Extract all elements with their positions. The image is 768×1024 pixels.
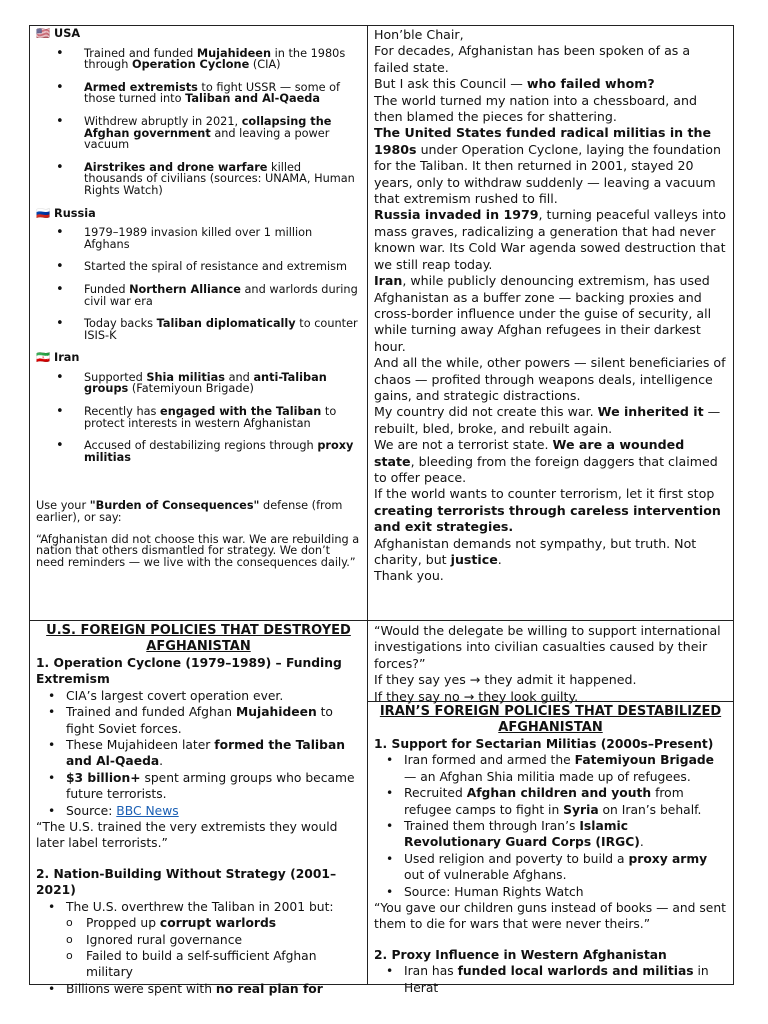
list-item: • Started the spiral of resistance and extremism xyxy=(36,261,361,273)
question-no: If they say no → they look guilty. xyxy=(374,688,579,704)
defense-instruction: Use your "Burden of Consequences" defense (from earlier), or say: xyxy=(36,499,343,525)
list-item: o Propped up corrupt warlords xyxy=(36,915,361,931)
cyclone-list xyxy=(36,688,361,819)
section-title: 1. Operation Cyclone (1979–1989) – Funding Extremism xyxy=(36,656,342,687)
iran-heading: 🇮🇷 Iran xyxy=(36,351,80,365)
list-item: • Recruited Afghan children and youth from refugee camps to fight in Syria on Iran’s behalf. xyxy=(374,785,727,818)
list-item: • Withdrew abruptly in 2021, collapsing the Afghan government and leaving a power vacuum xyxy=(36,116,361,151)
list-item: • Funded Northern Alliance and warlords during civil war era xyxy=(36,284,361,307)
speech-line: The United States funded radical militias in the 1980s under Operation Cyclone, laying the foundation for the Taliban. It then returned in 2001, stayed 20 years, only to withdraw suddenly — leaving a vacuum that extremism rushed to fill. xyxy=(374,125,721,207)
list-item: • Source: BBC News xyxy=(36,803,361,819)
list-item: • Recently has engaged with the Taliban to protect interests in western Afghanistan xyxy=(36,406,361,429)
section-quote: “The U.S. trained the very extremists they would later label terrorists.” xyxy=(36,820,338,851)
speech-line: The world turned my nation into a chessboard, and then blamed the pieces for shattering. xyxy=(374,92,697,125)
list-item: • Airstrikes and drone warfare killed thousands of civilians (sources: UNAMA, Human Rights Watch) xyxy=(36,162,361,197)
country-notes-cell xyxy=(29,25,368,621)
list-item: • Today backs Taliban diplomatically to counter ISIS-K xyxy=(36,318,361,341)
iran-flag-icon: 🇮🇷 xyxy=(36,351,51,365)
speech-line: My country did not create this war. We inherited it — rebuilt, bled, broke, and rebuilt again. xyxy=(374,404,721,436)
list-item: • Iran has funded local warlords and militias in Herat xyxy=(374,963,727,996)
section-title: 2. Nation-Building Without Strategy (2001–2021) xyxy=(36,866,337,898)
speech-line: Afghanistan demands not sympathy, but truth. Not charity, but justice. xyxy=(374,535,697,567)
speech-closing: Thank you. xyxy=(374,568,444,584)
speech-line: But I ask this Council — who failed whom? xyxy=(374,76,655,92)
list-item: • Source: Human Rights Watch xyxy=(374,884,727,900)
list-item: • The U.S. overthrew the Taliban in 2001 but: xyxy=(36,899,361,915)
speech-salutation: Hon’ble Chair, xyxy=(374,27,464,42)
speech-line: If the world wants to counter terrorism, let it first stop creating terrorists through careless intervention and exit strategies. xyxy=(374,486,721,535)
speech-line: And all the while, other powers — silent beneficiaries of chaos — profited through weapons deals, intelligence gains, and strategic distractions. xyxy=(374,355,726,403)
iran-policies-title: IRAN’S FOREIGN POLICIES THAT DESTABILIZED AFGHANISTAN xyxy=(379,704,722,735)
iran-list xyxy=(36,372,361,464)
militias-list xyxy=(374,752,727,900)
usa-flag-icon: 🇺🇸 xyxy=(36,27,51,40)
list-item: • Billions were spent with no real plan for xyxy=(36,981,361,997)
speech-line: For decades, Afghanistan has been spoken of as a failed state. xyxy=(374,43,691,75)
speech-line: We are not a terrorist state. We are a wounded state, bleeding from the foreign daggers that claimed to offer peace. xyxy=(374,437,718,485)
us-policies-title: U.S. FOREIGN POLICIES THAT DESTROYED AFGHANISTAN xyxy=(46,623,351,654)
question-text: “Would the delegate be willing to support international investigations into civilian casualties caused by their forces?” xyxy=(374,623,721,671)
defense-quote: “Afghanistan did not choose this war. We are rebuilding a nation that others dismantled for strategy. We don’t need reminders — we live with the consequences daily.” xyxy=(36,532,360,569)
list-item: o Failed to build a self-sufficient Afghan military xyxy=(36,948,361,981)
russia-heading: 🇷🇺 Russia xyxy=(36,206,96,220)
list-item: • Iran formed and armed the Fatemiyoun Brigade — an Afghan Shia militia made up of refugees. xyxy=(374,752,727,785)
list-item: • Trained and funded Mujahideen in the 1980s through Operation Cyclone (CIA) xyxy=(36,48,361,71)
nation-building-list-2 xyxy=(36,981,361,997)
list-item: • Armed extremists to fight USSR — some of those turned into Taliban and Al-Qaeda xyxy=(36,82,361,105)
question-yes: If they say yes → they admit it happened. xyxy=(374,672,637,688)
list-item: • CIA’s largest covert operation ever. xyxy=(36,688,361,704)
nation-building-sublist xyxy=(36,915,361,981)
speech-cell xyxy=(367,25,734,621)
list-item: • Trained and funded Afghan Mujahideen to fight Soviet forces. xyxy=(36,704,361,737)
russia-flag-icon: 🇷🇺 xyxy=(36,206,51,220)
bbc-news-link[interactable]: BBC News xyxy=(116,803,179,818)
speech-line: Russia invaded in 1979, turning peaceful valleys into mass graves, radicalizing a generation that had never known war. Its Cold War agenda sowed destruction that we still reap today. xyxy=(374,207,726,272)
list-item: • 1979–1989 invasion killed over 1 million Afghans xyxy=(36,227,361,250)
section-title: 1. Support for Sectarian Militias (2000s–Present) xyxy=(374,737,714,751)
list-item: • $3 billion+ spent arming groups who became future terrorists. xyxy=(36,770,361,803)
list-item: • Used religion and poverty to build a proxy army out of vulnerable Afghans. xyxy=(374,851,727,884)
list-item: • These Mujahideen later formed the Taliban and Al-Qaeda. xyxy=(36,737,361,770)
nation-building-list xyxy=(36,899,361,915)
section-quote: “You gave our children guns instead of books — and sent them to die for wars that were never theirs.” xyxy=(374,901,726,932)
usa-heading: 🇺🇸 USA xyxy=(36,27,81,40)
question-cell xyxy=(367,620,734,702)
iran-policies-cell xyxy=(367,701,734,995)
list-item: • Trained them through Iran’s Islamic Revolutionary Guard Corps (IRGC). xyxy=(374,818,727,851)
us-policies-cell xyxy=(29,620,368,996)
usa-list xyxy=(36,48,361,197)
list-item: • Accused of destabilizing regions through proxy militias xyxy=(36,440,361,463)
list-item: • Supported Shia militias and anti-Taliban groups (Fatemiyoun Brigade) xyxy=(36,372,361,395)
speech-line: Iran, while publicly denouncing extremism, has used Afghanistan as a buffer zone — backing proxies and cross-border influence under the guise of security, all while turning away Afghan refugees in their darkest hour. xyxy=(374,273,712,354)
list-item: o Ignored rural governance xyxy=(36,932,361,948)
proxy-list xyxy=(374,963,727,996)
russia-list xyxy=(36,227,361,341)
section-title: 2. Proxy Influence in Western Afghanistan xyxy=(374,947,667,962)
